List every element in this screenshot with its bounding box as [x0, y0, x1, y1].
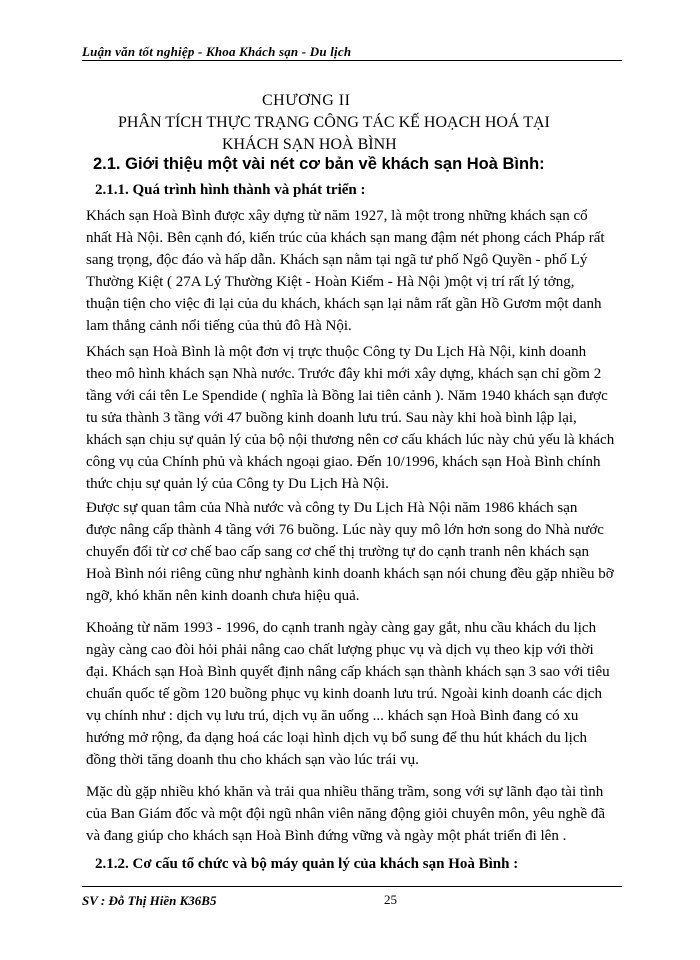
text-line: ngỡ, khó khăn nên kinh doanh chưa hiệu quả.: [86, 588, 360, 604]
text-line: Được sự quan tâm của Nhà nước và công ty Du Lịch Hà Nội năm 1986 khách sạn: [86, 500, 578, 516]
subsection-heading-1: 2.1.1. Quá trình hình thành và phát triển :: [95, 182, 366, 198]
header-divider: [82, 60, 622, 61]
text-line: Khách sạn Hoà Bình được xây dựng từ năm 1927, là một trong những khách sạn cổ: [86, 208, 588, 224]
page-number: 25: [384, 892, 397, 907]
chapter-label: CHƯƠNG II: [262, 92, 351, 109]
text-line: tầng với cái tên Le Spendide ( nghĩa là Bồng lai tiên cảnh ). Năm 1940 khách sạn được: [86, 388, 608, 404]
text-line: đại. Khách sạn Hoà Bình quyết định nâng cấp khách sạn thành khách sạn 3 sao với tiêu: [86, 664, 610, 680]
section-heading: 2.1. Giới thiệu một vài nét cơ bản về khách sạn Hoà Bình:: [93, 155, 545, 173]
text-line: Hoà Bình nói riêng cũng như nghành kinh doanh khách sạn nói chung đều gặp nhiều bỡ: [86, 566, 614, 582]
text-line: nhất Hà Nội. Bên cạnh đó, kiến trúc của khách sạn mang đậm nét phong cách Pháp rất: [86, 230, 605, 246]
text-line: đồng thời tăng doanh thu cho khách sạn vào lúc trái vụ.: [86, 752, 419, 768]
paragraph-2: [86, 341, 642, 495]
paragraph-1: [86, 205, 642, 337]
text-line: chuyển đổi từ cơ chế bao cấp sang cơ chế thị trường tự do cạnh tranh nên khách sạn: [86, 544, 590, 560]
text-line: thức chịu sự quản lý của Công ty Du Lịch Hà Nội.: [86, 476, 389, 492]
text-line: hướng mở rộng, đa dạng hoá các loại hình dịch vụ bổ sung để thu hút khách du lịch: [86, 730, 587, 746]
text-line: công vụ của Chính phủ và khách ngoại giao. Đến 10/1996, khách sạn Hoà Bình chính: [86, 454, 601, 470]
text-line: Khách sạn Hoà Bình là một đơn vị trực thuộc Công ty Du Lịch Hà Nội, kinh doanh: [86, 344, 587, 360]
running-header: Luận văn tốt nghiệp - Khoa Khách sạn - Du lịch: [82, 44, 352, 59]
text-line: được nâng cấp thành 4 tầng với 76 buồng. Lúc này quy mô lớn hơn song do Nhà nước: [86, 522, 604, 538]
footer-author: SV : Đỗ Thị Hiền K36B5: [82, 893, 217, 908]
text-line: chuẩn quốc tế gồm 120 buồng phục vụ kinh doanh lưu trú. Ngoài kinh doanh các dịch: [86, 686, 602, 702]
paragraph-4: [86, 617, 642, 771]
text-line: lam thắng cảnh nổi tiếng của thủ đô Hà Nội.: [86, 318, 352, 334]
text-line: sang trọng, độc đáo và hấp dẫn. Khách sạn nằm tại ngã tư phố Ngô Quyền - phố Lý: [86, 252, 588, 268]
text-line: theo mô hình khách sạn Nhà nước. Trước đây khi mới xây dựng, khách sạn chỉ gồm 2: [86, 366, 602, 382]
text-line: Mặc dù gặp nhiều khó khăn và trải qua nhiều thăng trầm, song với sự lãnh đạo tài tình: [86, 784, 604, 800]
text-line: của Ban Giám đốc và một đội ngũ nhân viên năng động giỏi chuyên môn, yêu nghề đã: [86, 806, 606, 822]
text-line: Khoảng từ năm 1993 - 1996, do cạnh tranh ngày càng gay gắt, nhu cầu khách du lịch: [86, 620, 597, 636]
text-line: và đang giúp cho khách sạn Hoà Bình đứng vững và ngày một phát triển đi lên .: [86, 828, 567, 844]
text-line: Thường Kiệt ( 27A Lý Thường Kiệt - Hoàn Kiếm - Hà Nội )một vị trí rất lý tởng,: [86, 274, 575, 290]
paragraph-5: [86, 781, 642, 847]
subsection-heading-2: 2.1.2. Cơ cấu tổ chức và bộ máy quản lý của khách sạn Hoà Bình :: [95, 856, 519, 872]
text-line: thuận tiện cho việc đi lại của du khách, khách sạn lại nằm rất gần Hồ Gươm một danh: [86, 296, 602, 312]
text-line: ngày càng cao đòi hỏi phải nâng cao chất lượng phục vụ và dịch vụ theo kịp với thời: [86, 642, 594, 658]
paragraph-3: [86, 497, 642, 607]
footer-divider: [82, 886, 622, 887]
text-line: tu sửa thành 3 tầng với 47 buồng kinh doanh lưu trú. Sau này khi hoà bình lập lại,: [86, 410, 577, 426]
chapter-title-line-2: KHÁCH SẠN HOÀ BÌNH: [222, 136, 397, 153]
text-line: khách sạn chịu sự quản lý của bộ nội thương nên cơ cấu khách lúc này chủ yếu là khách: [86, 432, 615, 448]
chapter-title-line-1: PHÂN TÍCH THỰC TRẠNG CÔNG TÁC KẾ HOẠCH HOÁ TẠI: [118, 114, 550, 131]
text-line: vụ chính như : dịch vụ lưu trú, dịch vụ ăn uống ... khách sạn Hoà Bình đang có xu: [86, 708, 579, 724]
